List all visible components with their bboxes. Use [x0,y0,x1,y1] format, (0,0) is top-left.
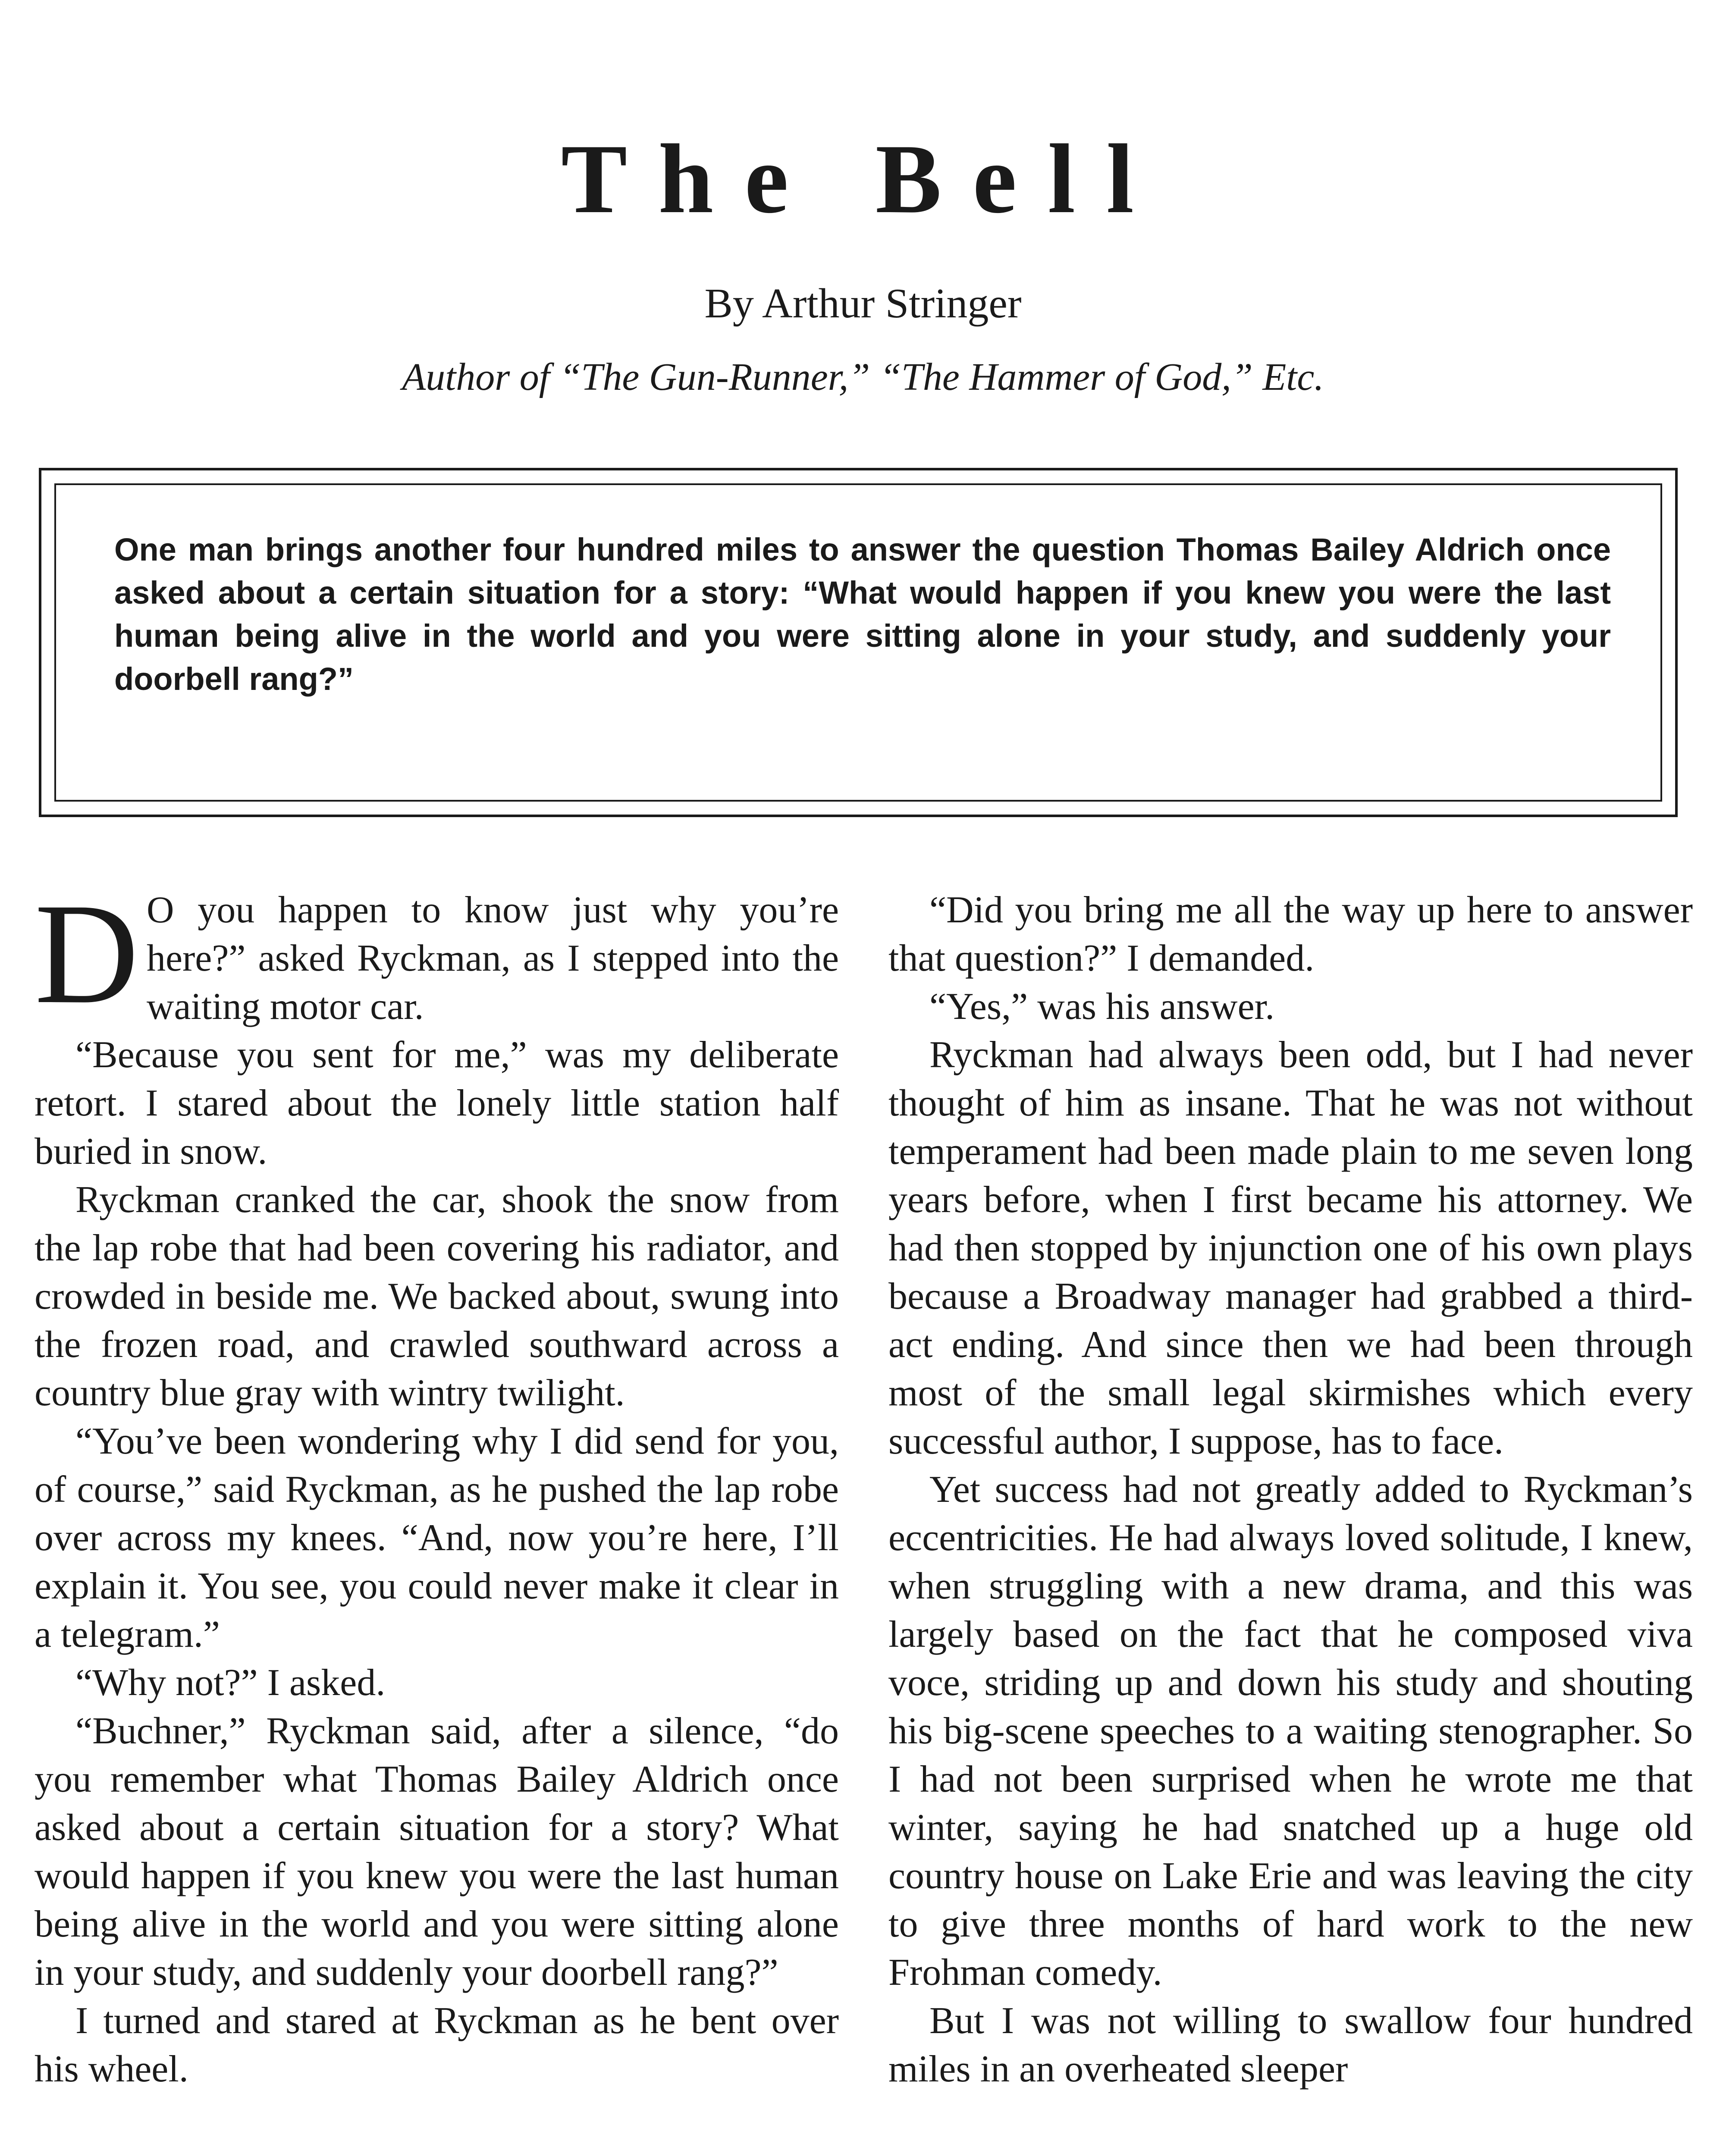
paragraph: Ryckman cranked the car, shook the snow from the lap robe that had been covering his radiator, and crowded in beside me. We backed about, swung into the frozen road, and crawled southward across a country blue gray with wintry twilight. [35,1179,839,1414]
paragraph: “Because you sent for me,” was my deliberate retort. I stared about the lonely little station half buried in snow. [35,1034,839,1172]
paragraph: “Did you bring me all the way up here to answer that question?” I demanded. [888,889,1693,979]
left-column [35,874,839,2093]
paragraph: “Why not?” I asked. [75,1662,386,1704]
paragraph: But I was not willing to swallow four hundred miles in an overheated sleeper [888,2000,1693,2090]
author-byline: By Arthur Stringer [704,280,1022,327]
drop-cap: D [35,874,139,1034]
paragraph: Yet success had not greatly added to Ryckman’s eccentricities. He had always loved solitude, I knew, when struggling with a new drama, and this was largely based on the fact that he composed viva voce, striding up and down his study and shouting his big-scene speeches to a waiting stenographer. So I had not been surprised when he wrote me that winter, saying he had snatched up a huge old country house on Lake Erie and was leaving the city to give three months of hard work to the new Frohman comedy. [888,1469,1693,1993]
paragraph: “Buchner,” Ryckman said, after a silence, “do you remember what Thomas Bailey Aldrich once asked about a certain situation for a story? What would happen if you knew you were the last human being alive in the world and you were sitting alone in your study, and suddenly your doorbell rang?” [35,1710,839,1993]
right-column [888,886,1693,2093]
paragraph: I turned and stared at Ryckman as he bent over his wheel. [35,2000,839,2090]
author-credits: Author of “The Gun-Runner,” “The Hammer of God,” Etc. [402,356,1324,398]
opening-paragraph [35,874,839,1034]
paragraph: Ryckman had always been odd, but I had never thought of him as insane. That he was not without temperament had been made plain to me seven long years before, when I first became his attorney. We had then stopped by injunction one of his own plays because a Broadway manager had grabbed a third-act ending. And since then we had been through most of the small legal skirmishes which every successful author, I suppose, has to face. [888,1034,1693,1462]
paragraph: “Yes,” was his answer. [929,986,1275,1028]
opening-paragraph-text: O you happen to know just why you’re here?” asked Ryckman, as I stepped into the waiting motor car. [146,889,839,1028]
synopsis-text: One man brings another four hundred miles to answer the question Thomas Bailey Aldrich once asked about a certain situation for a story: “What would happen if you knew you were the last human being alive in the world and you were sitting alone in your study, and suddenly your doorbell rang?” [114,532,1611,697]
paragraph: “You’ve been wondering why I did send for you, of course,” said Ryckman, as he pushed the lap robe over across my knees. “And, now you’re here, I’ll explain it. You see, you could never make it clear in a telegram.” [35,1420,839,1655]
story-title: The Bell [561,124,1165,234]
